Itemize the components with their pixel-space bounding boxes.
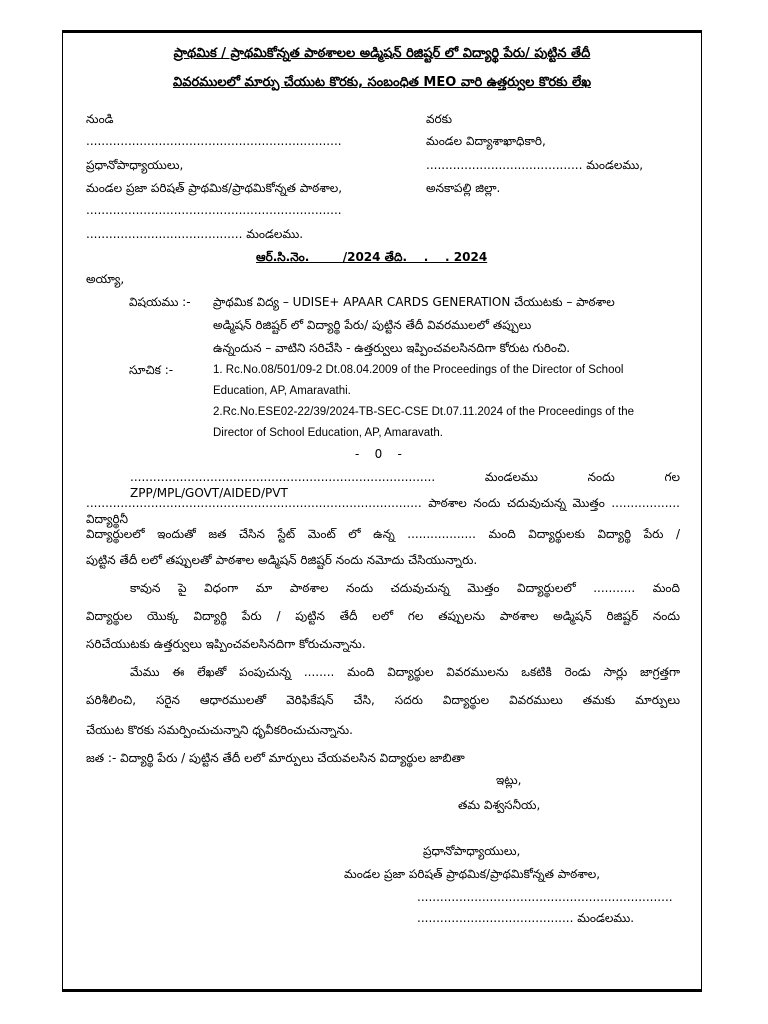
salutation: అయ్యా, <box>86 272 125 286</box>
closing-yours: తమ విశ్వసనీయ, <box>458 798 541 812</box>
letter-title-line2: వివరములలో మార్పు చేయుట కొరకు, సంబంధిత MEO వారి ఉత్తర్వుల కొరకు లేఖ <box>172 75 592 90</box>
subject-label: విషయము :- <box>129 295 191 309</box>
reference-line: 1. Rc.No.08/501/09-2 Dt.08.04.2009 of the Proceedings of the Director of School <box>213 364 624 376</box>
body-line: చేయుట కొరకు సమర్పించుచున్నాని ధృవీకరించుచున్నాను. <box>86 723 353 737</box>
signatory-mandal: ......................................... మండలము. <box>417 911 635 925</box>
from-mandal: ......................................... మండలము. <box>86 227 304 241</box>
from-designation: ప్రధానోపాధ్యాయులు, <box>86 158 184 172</box>
signatory-school: మండల ప్రజా పరిషత్ ప్రాథమిక/ప్రాథమికోన్నత పాఠశాల, <box>344 867 601 881</box>
to-district: అనకాపల్లి జిల్లా. <box>426 181 501 195</box>
body-line: విద్యార్థులలో ఇందుతో జత చేసిన స్టేట్ మెంట్ లో ఉన్న .................. మంది విద్యార్థులకు విద్యార్థి పేరు / <box>86 527 680 541</box>
to-officer: మండల విద్యాశాఖాధికారి, <box>426 134 546 148</box>
reference-line: Director of School Education, AP, Amaravath. <box>213 427 443 439</box>
subject-line: ఉన్నందున – వాటిని సరిచేసి - ఉత్తర్వులు ఇప్పించవలసినదిగా కోరుట గురించి. <box>213 341 571 355</box>
subject-line: అడ్మిషన్ రిజిష్టర్ లో విద్యార్థి పేరు/ పుట్టిన తేదీ వివరములలో తప్పులు <box>213 318 532 332</box>
to-mandal: ......................................... మండలము, <box>426 158 644 172</box>
signatory-school-blank: ................................................................... <box>417 890 673 904</box>
body-line: సరిచేయుటకు ఉత్తర్వులు ఇప్పించవలసినదిగా కోరుచున్నాను. <box>86 637 366 651</box>
section-separator: - 0 - <box>355 447 402 461</box>
body-line: ................................................................................ మండలము నందు గల ZPP/MPL/GOVT/AIDED/PVT <box>130 470 680 500</box>
from-name-blank: ................................................................... <box>86 134 342 148</box>
from-school-blank: ................................................................... <box>86 203 342 217</box>
from-label: నుండి <box>86 112 114 126</box>
from-school: మండల ప్రజా పరిషత్ ప్రాథమిక/ప్రాథమికోన్నత పాఠశాల, <box>86 181 343 195</box>
body-line: ........................................................................................ పాఠశాల నందు చదువుచున్న మొత్తం .................. విద్యార్థినీ <box>86 496 680 526</box>
letter-title-line1: ప్రాథమిక / ప్రాథమికోన్నత పాఠశాలల అడ్మిషన్ రిజిష్టర్ లో విద్యార్థి పేరు/ పుట్టిన తేదీ <box>173 46 591 61</box>
body-line: మేము ఈ లేఖతో పంపుచున్న ........ మంది విద్యార్థుల వివరములను ఒకటికి రెండు సార్లు జాగ్రత్తగా <box>130 665 680 679</box>
reference-line: 2.Rc.No.ESE02-22/39/2024-TB-SEC-CSE Dt.07.11.2024 of the Proceedings of the <box>213 406 635 418</box>
to-label: వరకు <box>426 112 453 126</box>
enclosure-note: జత :- విద్యార్థి పేరు / పుట్టిన తేదీ లలో మార్పులు చేయవలసిన విద్యార్థుల జాబితా <box>86 751 465 765</box>
body-line: విద్యార్థుల యొక్క విద్యార్థి పేరు / పుట్టిన తేదీ లలో గల తప్పులను పాఠశాల అడ్మిషన్ రిజిష్టర్ నందు <box>86 609 680 623</box>
signatory-designation: ప్రధానోపాధ్యాయులు, <box>423 844 521 858</box>
body-line: పరిశీలించి, సరైన ఆధారములతో వెరిఫికేషన్ చేసి, సదరు విద్యార్థుల వివరములు తమకు మార్పులు <box>86 693 680 707</box>
body-line: కావున పై విధంగా మా పాఠశాల నందు చదువుచున్న మొత్తం విద్యార్థులలో ........... మంది <box>130 581 680 595</box>
closing-itlu: ఇట్లు, <box>496 773 522 787</box>
body-line: పుట్టిన తేదీ లలో తప్పులతో పాఠశాల అడ్మిషన్ రిజిష్టర్ నందు నమోదు చేసియున్నారు. <box>86 553 478 567</box>
references-label: సూచిక :- <box>129 363 174 377</box>
subject-line: ప్రాథమిక విద్య – UDISE+ APAAR CARDS GENERATION చేయుటకు – పాఠశాల <box>213 295 615 309</box>
reference-number: ఆర్.సి.నెం. /2024 తేది. . . 2024 <box>256 250 488 264</box>
reference-line: Education, AP, Amaravathi. <box>213 385 351 397</box>
